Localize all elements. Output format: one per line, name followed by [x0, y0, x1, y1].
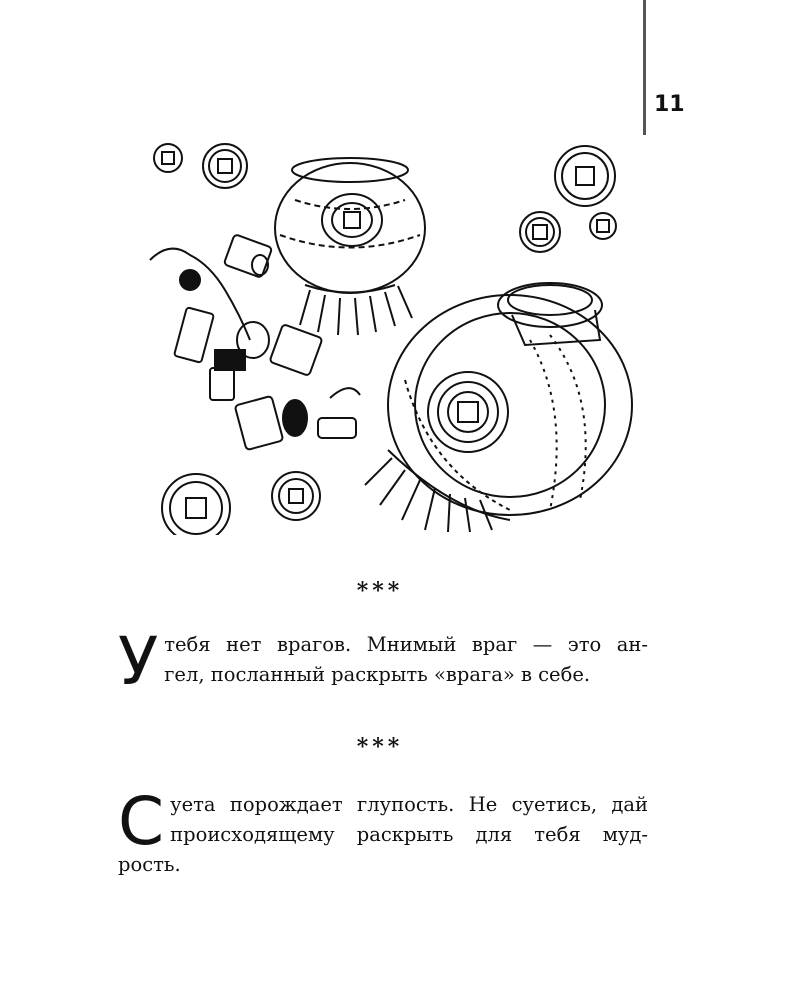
lantern-icon	[275, 158, 425, 335]
page-number: 11	[654, 92, 685, 117]
coin-icon	[272, 472, 320, 520]
page-edge-rule	[643, 0, 646, 135]
lanterns-coins-illustration	[130, 140, 650, 535]
text-line: тебя нет врагов. Мнимый враг — это ан-	[164, 633, 648, 656]
coin-icon	[555, 146, 615, 206]
section-separator: ***	[356, 734, 404, 760]
text-line: происходящему раскрыть для тебя муд-	[170, 823, 648, 846]
text-line: гел, посланный раскрыть «врага» в себе.	[164, 663, 591, 686]
coin-icon	[162, 474, 230, 535]
coin-icon	[154, 144, 182, 172]
charm-tassel-icon	[150, 234, 360, 450]
drop-cap: С	[118, 783, 165, 860]
text-line: уета порождает глупость. Не суетись, дай	[170, 793, 648, 816]
aphorism-paragraph	[118, 783, 648, 880]
section-separator: ***	[356, 578, 404, 604]
coin-icon	[590, 213, 616, 239]
coin-icon	[203, 144, 247, 188]
coin-icon	[520, 212, 560, 252]
lantern-icon	[365, 283, 632, 532]
aphorism-paragraph	[118, 623, 648, 700]
text-line: рость.	[118, 853, 181, 876]
drop-cap: У	[118, 623, 159, 700]
